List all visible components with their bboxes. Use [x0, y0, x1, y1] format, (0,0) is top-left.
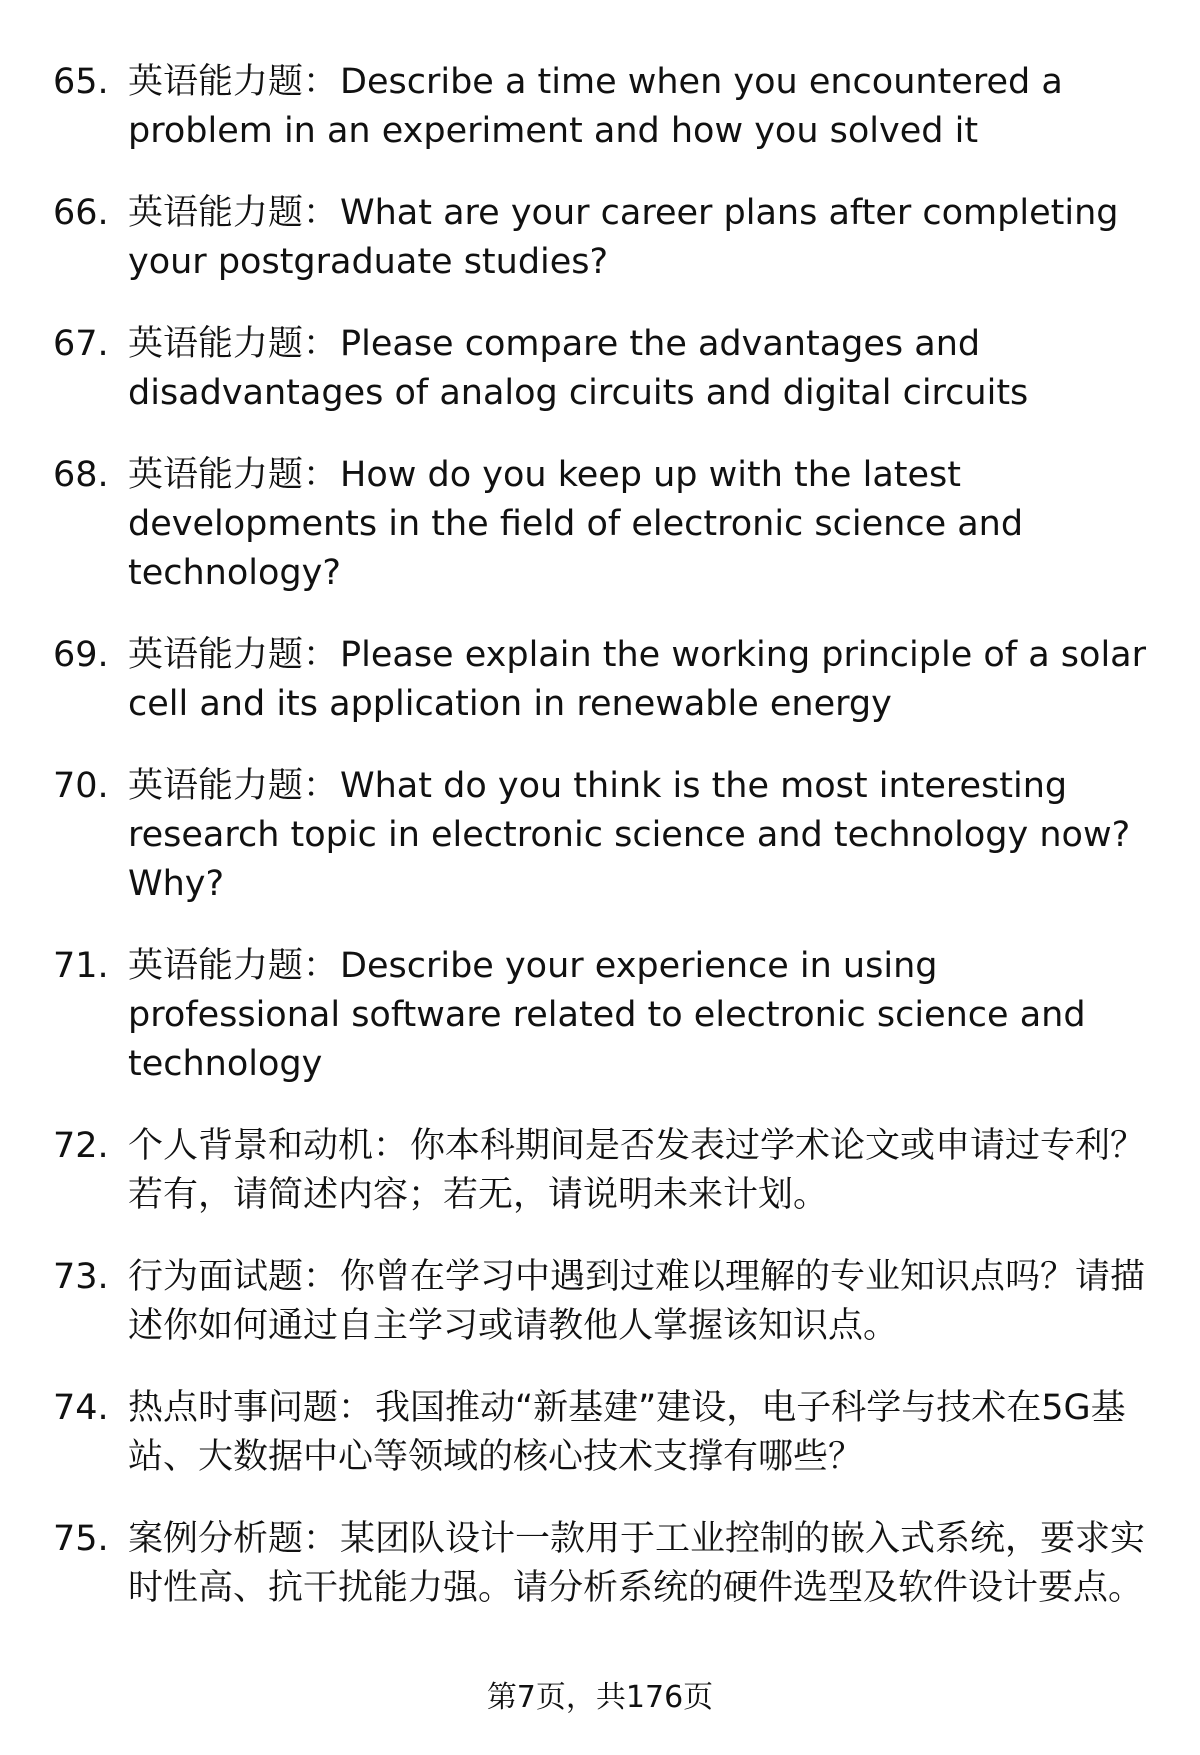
question-number: 75.	[53, 1519, 109, 1559]
question-text: What do you think is the most interesting research topic in electronic science and technology now? Why?	[128, 766, 1131, 904]
list-item	[0, 942, 1200, 1089]
question-number: 65.	[53, 62, 109, 102]
question-list	[0, 58, 1200, 1646]
list-item	[0, 631, 1200, 729]
question-text: 你曾在学习中遇到过难以理解的专业知识点吗？请描述你如何通过自主学习或请教他人掌握该知识点。	[128, 1257, 1146, 1346]
question-category: 英语能力题：	[128, 635, 339, 675]
question-text: 某团队设计一款用于工业控制的嵌入式系统，要求实时性高、抗干扰能力强。请分析系统的硬件选型及软件设计要点。	[128, 1519, 1146, 1608]
question-number: 66.	[53, 193, 109, 233]
list-item	[0, 762, 1200, 909]
list-item	[0, 1384, 1200, 1482]
list-item	[0, 58, 1200, 156]
question-number: 68.	[53, 455, 109, 495]
question-category: 热点时事问题：	[128, 1388, 374, 1428]
question-text: Please compare the advantages and disadvantages of analog circuits and digital circuits	[128, 324, 1029, 413]
question-category: 个人背景和动机：	[128, 1126, 409, 1166]
question-text: Describe your experience in using professional software related to electronic science and technology	[128, 946, 1086, 1084]
question-number: 70.	[53, 766, 109, 806]
question-category: 英语能力题：	[128, 946, 339, 986]
question-text: What are your career plans after completing your postgraduate studies?	[128, 193, 1119, 282]
question-category: 英语能力题：	[128, 324, 339, 364]
question-text: Describe a time when you encountered a problem in an experiment and how you solved it	[128, 62, 1063, 151]
question-category: 英语能力题：	[128, 62, 339, 102]
question-category: 案例分析题：	[128, 1519, 339, 1559]
list-item	[0, 320, 1200, 418]
list-item	[0, 1122, 1200, 1220]
list-item	[0, 1253, 1200, 1351]
question-number: 73.	[53, 1257, 109, 1297]
question-number: 74.	[53, 1388, 109, 1428]
list-item	[0, 451, 1200, 598]
question-category: 英语能力题：	[128, 766, 339, 806]
page-number: 第7页，共176页	[486, 1680, 714, 1715]
question-text: How do you keep up with the latest developments in the field of electronic science and technology?	[128, 455, 1024, 593]
question-text: Please explain the working principle of a solar cell and its application in renewable energy	[128, 635, 1147, 724]
question-text: 我国推动“新基建”建设，电子科学与技术在5G基站、大数据中心等领域的核心技术支撑有哪些？	[128, 1388, 1126, 1477]
question-category: 英语能力题：	[128, 193, 339, 233]
question-number: 69.	[53, 635, 109, 675]
list-item	[0, 189, 1200, 287]
question-text: 你本科期间是否发表过学术论文或申请过专利？若有，请简述内容；若无，请说明未来计划。	[128, 1126, 1146, 1215]
list-item	[0, 1515, 1200, 1613]
question-number: 67.	[53, 324, 109, 364]
question-category: 行为面试题：	[128, 1257, 339, 1297]
question-category: 英语能力题：	[128, 455, 339, 495]
question-number: 72.	[53, 1126, 109, 1166]
question-number: 71.	[53, 946, 109, 986]
